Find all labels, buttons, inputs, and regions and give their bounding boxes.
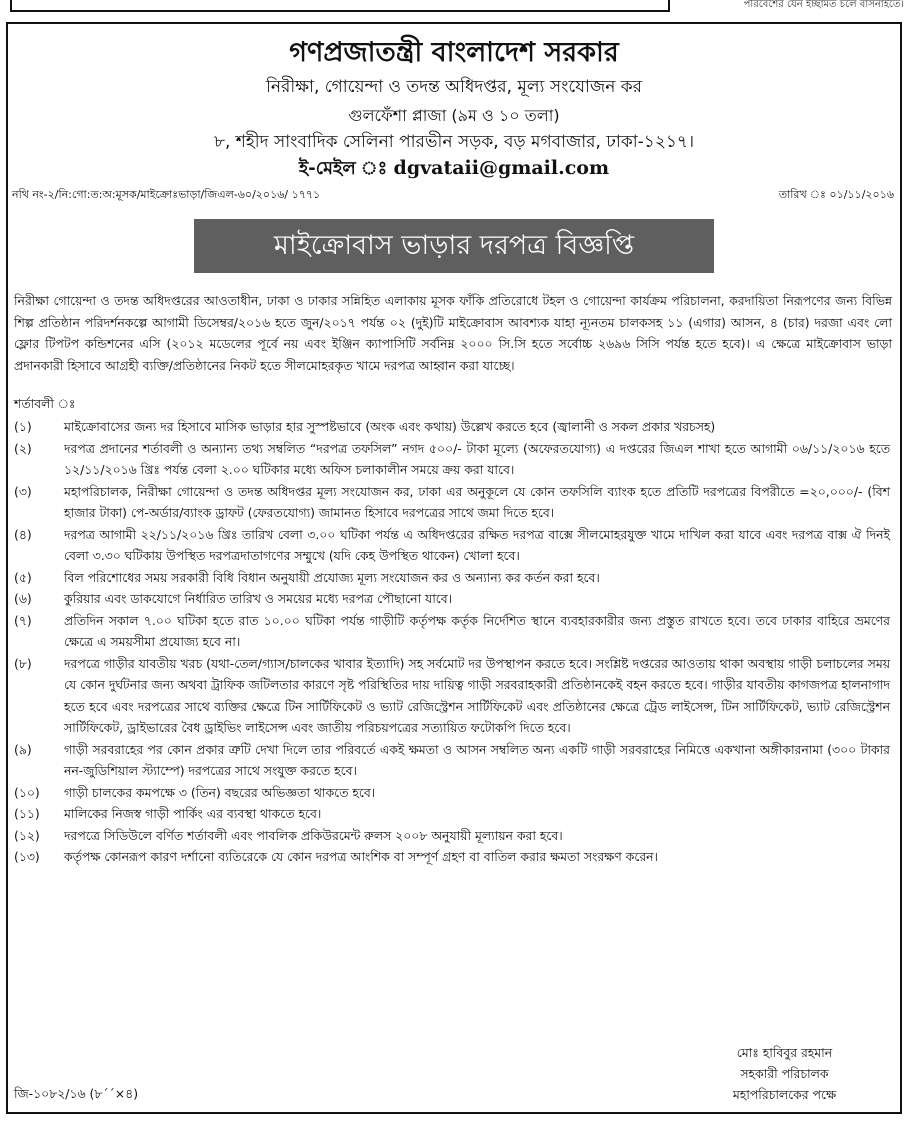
conditions-heading: শর্তাবলী ঃ [14,396,76,411]
condition-text: গাড়ী সরবরাহের পর কোন প্রকার ত্রুটি দেখা দিলে তার পরিবর্তে একই ক্ষমতা ও আসন সম্বলিত অন্য একটি গাড়ী সরবরাহের নিমিত্তে একখানা অঙ্গীকারনামা (৩০০ টাকার নন-জুডিশিয়াল স্ট্যাম্পে) দরপত্রের সাথে সংযুক্ত করতে হবে। [64,741,890,778]
previous-item-text: পরিবেশের যেন ইচ্ছামত চলে বাসনাইতে। [743,0,904,10]
condition-item [14,803,890,825]
condition-text: প্রতিদিন সকাল ৭.০০ ঘটিকা হতে রাত ১০.০০ ঘটিকা পর্যন্ত গাড়ীটি কর্তৃপক্ষ কর্তৃক নির্দেশিত স্থানে ব্যবহারকারীর জন্য প্রস্তুত রাখতে হবে। তবে ঢাকার বাহিরে ভ্রমণের ক্ষেত্রে এ সময়সীমা প্রযোজ্য হবে না। [64,612,890,649]
previous-item-edge [0,0,912,18]
condition-item [14,653,890,739]
condition-text: কর্তৃপক্ষ কোনরূপ কারণ দর্শানো ব্যতিরেকে যে কোন দরপত্র আংশিক বা সম্পূর্ণ গ্রহণ বা বাতিল করার ক্ষমতা সংরক্ষণ করেন। [64,849,658,864]
condition-text: দরপত্রে গাড়ীর যাবতীয় খরচ (যথা-তেল/গ্যাস/চালকের খাবার ইত্যাদি) সহ সর্বমোট দর উপস্থাপন করতে হবে। সংশ্লিষ্ট দপ্তরের আওতায় থাকা অবস্থায় গাড়ী চলাচলের সময় যে কোন দুর্ঘটনার জন্য অথবা ট্রাফিক জটিলতার কারণে সৃষ্ট পরিস্থিতির দায় দায়িত্ব গাড়ী সরবরাহকারী প্রতিষ্ঠানকেই বহন করতে হবে। গাড়ীর যাবতীয় কাগজপত্র হালনাগাদ হতে হবে এবং দরপত্রের সাথে ব্যক্তির ক্ষেত্রে টিন সার্টিফিকেট ও ভ্যাট রেজিস্ট্রেশন সার্টিফিকেট এবং প্রতিষ্ঠানের ক্ষেত্রে ট্রেড লাইসেন্স, টিন সার্টিফিকেট, ভ্যাট রেজিস্ট্রেশন সার্টিফিকেট, ড্রাইভারের বৈধ ড্রাইভিং লাইসেন্স এবং জাতীয় পরিচয়পত্রের সত্যায়িত ফটোকপি দিতে হবে। [64,655,890,735]
condition-number: (১২) [14,827,40,843]
intro-paragraph: নিরীক্ষা গোয়েন্দা ও তদন্ত অধিদপ্তরের আওতাধীন, ঢাকা ও ঢাকার সন্নিহিত এলাকায় মূসক ফাঁকি প্রতিরোধে টহল ও গোয়েন্দা কার্যক্রম পরিচালনা, করদায়িতা নিরূপণের জন্য বিভিন্ন শিল্প প্রতিষ্ঠান পরিদর্শনকল্পে আগামী ডিসেম্বর/২০১৬ হতে জুন/২০১৭ পর্যন্ত ০২ (দুই)টি মাইক্রোবাস আবশ্যক যাহা ন্যূনতম চালকসহ ১১ (এগার) আসন, ৪ (চার) দরজা এবং লো ফ্লোর টিপটপ কন্ডিশনের এসি (২০১২ মডেলের পূর্বে নয় এবং ইঞ্জিন ক্যাপাসিটি সর্বনিম্ন ২০০০ সি.সি হতে সর্বোচ্চ ২৬৯৬ সিসি পর্যন্ত হতে হবে)। এ ক্ষেত্রে মাইক্রোবাস ভাড়া প্রদানকারী হিসাবে আগ্রহী ব্যক্তি/প্রতিষ্ঠানের নিকট হতে সীলমোহরকৃত খামে দরপত্র আহ্বান করা যাচ্ছে। [14,293,892,373]
condition-number: (১৩) [14,849,40,864]
email-address: dgvataii@gmail.com [393,157,610,179]
condition-item [14,846,890,868]
condition-text: মাইক্রোবাসের জন্য দর হিসাবে মাসিক ভাড়ার হার সুস্পষ্টভাবে (অংক এবং কথায়) উল্লেখ করতে হবে (জ্বালানী ও সকল প্রকার খরচসহ) [64,419,716,434]
condition-number: (১১) [14,806,40,821]
condition-item [14,524,890,567]
building-name: গুলফেঁশা প্লাজা (৯ম ও ১০ তলা) [348,106,560,125]
notice-title-banner: মাইক্রোবাস ভাড়ার দরপত্র বিজ্ঞপ্তি [194,219,714,273]
government-title: গণপ্রজাতন্ত্রী বাংলাদেশ সরকার [289,37,619,68]
previous-item-border [10,0,670,12]
condition-item [14,782,890,804]
condition-item [14,588,890,610]
condition-item [14,825,890,847]
condition-item [14,481,890,524]
condition-number: (১০) [14,784,40,800]
signatory-name: মোঃ হাবিবুর রহমান [736,1045,833,1060]
notice-frame [6,22,902,1114]
condition-number: (৪) [14,526,32,542]
condition-number: (২) [14,440,32,456]
email-label: ই-মেইল ঃ [298,158,388,179]
condition-text: দরপত্র প্রদানের শর্তাবলী ও অন্যান্য তথ্য সম্বলিত “দরপত্র তফসিল” নগদ ৫০০/- টাকা মূল্যে (অফেরতযোগ্য) এ দপ্তরের জিএল শাখা হতে আগামী ০৬/১১/২০১৬ হতে ১২/১১/২০১৬ খ্রিঃ পর্যন্ত বেলা ২.০০ ঘটিকার মধ্যে অফিস চলাকালীন সময়ে ক্রয় করা যাবে। [64,440,890,477]
notice-date: তারিখ ঃ ০১/১১/২০১৬ [778,188,894,201]
condition-item [14,438,890,481]
reference-number: নথি নং-২/নি:গো:ত:অ:মূসক/মাইক্রোঃভাড়া/জিএল-৬০/২০১৬/ ১৭৭১ [12,188,321,201]
condition-text: গাড়ী চালকের কমপক্ষে ৩ (তিন) বছরের অভিজ্ঞতা থাকতে হবে। [64,784,376,800]
condition-number: (৭) [14,612,32,628]
condition-text: মহাপরিচালক, নিরীক্ষা গোয়েন্দা ও তদন্ত অধিদপ্তর মূল্য সংযোজন কর, ঢাকা এর অনুকূলে যে কোন তফসিলি ব্যাংক হতে প্রতিটি দরপত্রের বিপরীতে =২০,০০০/- (বিশ হাজার টাকা) পে-অর্ডার/ব্যাংক ড্রাফট (ফেরতযোগ্য) জামানত হিসাবে দরপত্রের সাথে জমা দিতে হবে। [64,483,890,520]
condition-text: বিল পরিশোধের সময় সরকারী বিধি বিধান অনুযায়ী প্রযোজ্য মূল্য সংযোজন কর ও অন্যান্য কর কর্তন করা হবে। [64,569,600,585]
condition-item [14,567,890,589]
signatory-on-behalf: মহাপরিচালকের পক্ষে [732,1087,836,1102]
department-name: নিরীক্ষা, গোয়েন্দা ও তদন্ত অধিদপ্তর, মূল্য সংযোজন কর [266,77,642,97]
signature-block [733,1042,836,1105]
condition-text: মালিকের নিজস্ব গাড়ী পার্কিং এর ব্যবস্থা থাকতে হবে। [64,806,322,821]
condition-text: দরপত্র আগামী ২২/১১/২০১৬ খ্রিঃ তারিখ বেলা ৩.০০ ঘটিকা পর্যন্ত এ অধিদপ্তরের রক্ষিত দরপত্র বাক্সে সীলমোহরযুক্ত খামে দাখিল করা যাবে এবং দরপত্র বাক্স ঐ দিনই বেলা ৩.৩০ ঘটিকায় উপস্থিত দরপত্রদাতাগণের সম্মুখে (যদি কেহ উপস্থিত থাকেন) খোলা হবে। [64,526,890,563]
condition-text: কুরিয়ার এবং ডাকযোগে নির্ধারিত তারিখ ও সময়ের মধ্যে দরপত্র পৌছানো যাবে। [64,591,453,606]
condition-item [14,610,890,653]
condition-number: (১) [14,419,32,434]
conditions-list [14,416,890,868]
email-line [8,154,900,185]
condition-number: (৮) [14,655,32,671]
condition-item [14,416,890,438]
condition-number: (৫) [14,569,32,585]
office-address: ৮, শহীদ সাংবাদিক সেলিনা পারভীন সড়ক, বড় মগবাজার, ঢাকা-১২১৭। [213,132,695,152]
condition-number: (৯) [14,741,32,757]
ad-code: জি-১০৮২/১৬ (৮´´×৪) [14,1086,139,1101]
condition-number: (৬) [14,591,32,606]
condition-number: (৩) [14,483,32,499]
condition-item [14,739,890,782]
signatory-designation: সহকারী পরিচালক [740,1066,829,1081]
condition-text: দরপত্রে সিডিউলে বর্ণিত শর্তাবলী এবং পাবলিক প্রকিউরমেন্ট রুলস ২০০৮ অনুযায়ী মূল্যায়ন করা হবে। [64,827,563,843]
